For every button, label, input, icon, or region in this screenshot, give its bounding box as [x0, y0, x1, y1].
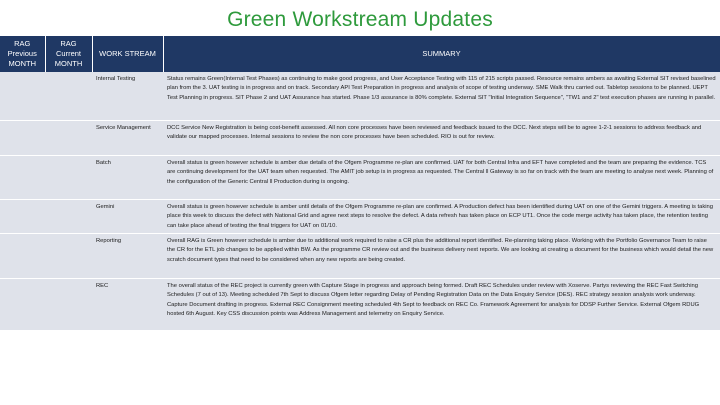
table-row [0, 200, 720, 234]
rag-previous-cell [0, 234, 45, 279]
workstream-summary: Status remains Green(Internal Test Phases) as continuing to make good progress, and User Acceptance Testing with 115 of 215 scripts passed. Resource remains ambers as awaiting External SIT revised baselined plan from the 3. UAT testing is in progress and on track. Secondary API Test Preparation in progress and analysis of scope of testing underway. SME Walk thru carried out. Tabletop sessions to be planned. UEPT Test Planning in progress. SIT Phase 2 and UAT Assurance has started. Phase 1/3 assurance is 80% complete. External SIT "Initial Integration Sequence", "TW1 and 2" test execution phases are running in parallel. [163, 72, 720, 121]
rag-current-cell [45, 200, 92, 234]
rag-current-cell [45, 234, 92, 279]
header-summary: SUMMARY [163, 36, 720, 72]
rag-current-cell [45, 156, 92, 200]
rag-previous-cell [0, 156, 45, 200]
header-rag-previous: RAG Previous MONTH [0, 36, 45, 72]
workstream-summary: Overall status is green however schedule is amber due details of the Ofgem Programme re-plan are confirmed. UAT for both Central Infra and EFT have completed and the team are preparing the evidence. TCS are continuing development for the UAT team when requested. The AMIT job setup is in progress as requested. The Central ll Gateway is so far on track with the team are meeting to analyse next week. Planning of the configuration of the Generic Central ll Production during is ongoing. [163, 156, 720, 200]
rag-previous-cell [0, 72, 45, 121]
workstream-name: Service Management [92, 121, 163, 156]
table-row [0, 234, 720, 279]
workstream-summary: Overall RAG is Green however schedule is amber due to additional work required to raise a CR plus the additional report identified. Re-planning taking place. Working with the Portfolio Governance Team to raise the CR for the ETL job changes to be applied within BW. As the programme CR review out and the business delivery next reports. We are looking at creating a document for the business which would detail the new scratch document types that need to be considered when any new reports are being created. [163, 234, 720, 279]
workstream-summary: Overall status is green however schedule is amber until details of the Ofgem Programme re-plan are confirmed. A Production defect has been identified during UAT on one of the Gemini triggers. A meeting is taking place this week to discuss the defect with National Grid and agree next steps to resolve the defect. A data refresh has taken place on ECP UT1. Once the code merge activity has taken place, the retention testing can take place ahead of testing the final triggers for UAT on 01/10. [163, 200, 720, 234]
table-row [0, 121, 720, 156]
page-title: Green Workstream Updates [227, 8, 493, 31]
workstream-summary: The overall status of the REC project is currently green with Capture Stage in progress and approach being formed. Draft REC Schedules under review with Xoserve. Partys reviewing the REC Fast Switching Schedules (7 out of 13). Meeting scheduled 7th Sept to discuss Ofgem letter regarding Delay of Pending Registration Data on the Data Enquiry Service (DES). REC strategy session analysis work underway. Capture Document drafting in progress. External REC Consignment meeting scheduled 4th Sept to feedback on REC Co. Framework Agreement for analysis for DDSP Further Service. External Ofgem RDUG hosted 6th August. Key CSS discussion points was Address Management and telemetry on Enquiry Service. [163, 279, 720, 331]
rag-previous-cell [0, 121, 45, 156]
header-workstream: WORK STREAM [92, 36, 163, 72]
rag-previous-cell [0, 279, 45, 331]
workstream-table [0, 36, 720, 331]
rag-current-cell [45, 72, 92, 121]
table-row [0, 156, 720, 200]
workstream-name: Batch [92, 156, 163, 200]
rag-previous-cell [0, 200, 45, 234]
table-header-row [0, 36, 720, 72]
rag-current-cell [45, 121, 92, 156]
header-rag-current: RAG Current MONTH [45, 36, 92, 72]
table-row [0, 279, 720, 331]
workstream-summary: DCC Service New Registration is being cost-benefit assessed. All non core processes have been reviewed and feedback issued to the DCC. Next steps will be to agree 1-2-1 sessions to address feedback and validate our mapped processes. Internal sessions to review the non core processes have been scheduled. RIO is out for review. [163, 121, 720, 156]
workstream-name: Gemini [92, 200, 163, 234]
rag-current-cell [45, 279, 92, 331]
table-row [0, 72, 720, 121]
workstream-name: Reporting [92, 234, 163, 279]
workstream-name: Internal Testing [92, 72, 163, 121]
workstream-name: REC [92, 279, 163, 331]
